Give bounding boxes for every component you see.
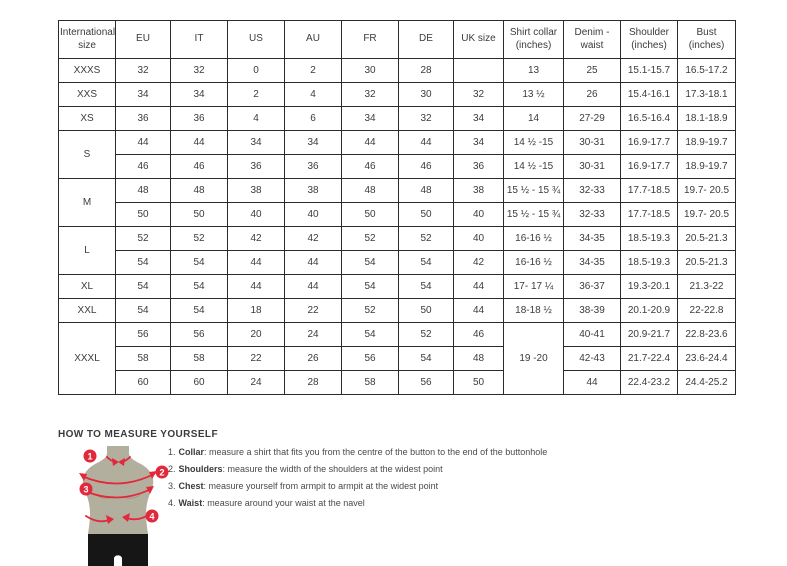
table-cell: 44 [454, 275, 504, 299]
column-header: FR [342, 21, 399, 59]
table-cell: 25 [564, 59, 621, 83]
step-number: 3. [168, 481, 176, 491]
measure-step [168, 498, 547, 508]
column-header: Shoulder (inches) [621, 21, 678, 59]
table-cell: 32 [399, 107, 454, 131]
table-cell: 56 [116, 323, 171, 347]
table-cell: 34 [454, 107, 504, 131]
mannequin-figure [78, 446, 174, 566]
table-cell: 30-31 [564, 155, 621, 179]
table-cell: 52 [399, 227, 454, 251]
table-cell: 32 [171, 59, 228, 83]
table-cell: 30 [342, 59, 399, 83]
table-cell: 38 [228, 179, 285, 203]
table-cell: 24.4-25.2 [678, 371, 736, 395]
table-row [59, 83, 736, 107]
table-cell: 46 [116, 155, 171, 179]
step-number: 1. [168, 447, 176, 457]
table-cell: 44 [228, 251, 285, 275]
table-cell: XL [59, 275, 116, 299]
table-row [59, 155, 736, 179]
table-cell [454, 59, 504, 83]
table-cell: 54 [171, 299, 228, 323]
table-header-row [59, 21, 736, 59]
svg-text:4: 4 [149, 511, 155, 522]
table-cell: 30 [399, 83, 454, 107]
table-cell: 32 [454, 83, 504, 107]
table-cell: 34 [116, 83, 171, 107]
measure-point-badge-3 [80, 483, 93, 496]
table-cell: 20.5-21.3 [678, 251, 736, 275]
table-cell: 32-33 [564, 179, 621, 203]
table-cell: 52 [342, 299, 399, 323]
table-cell: 54 [116, 251, 171, 275]
table-cell: 58 [116, 347, 171, 371]
table-cell: 34-35 [564, 227, 621, 251]
table-cell: 19 -20 [504, 323, 564, 395]
table-cell: 44 [342, 131, 399, 155]
measure-section-title: HOW TO MEASURE YOURSELF [58, 429, 218, 440]
table-cell: 54 [342, 275, 399, 299]
table-cell: 17.3-18.1 [678, 83, 736, 107]
table-cell: 58 [342, 371, 399, 395]
table-cell: 54 [342, 251, 399, 275]
table-cell: 19.3-20.1 [621, 275, 678, 299]
step-label: Collar [178, 447, 205, 457]
table-cell: 36 [285, 155, 342, 179]
table-cell: 38-39 [564, 299, 621, 323]
table-cell: 40 [285, 203, 342, 227]
table-cell: 26 [285, 347, 342, 371]
column-header: DE [399, 21, 454, 59]
table-cell: 16.9-17.7 [621, 131, 678, 155]
table-cell: 22.4-23.2 [621, 371, 678, 395]
table-cell: 44 [171, 131, 228, 155]
column-header: AU [285, 21, 342, 59]
table-row [59, 347, 736, 371]
table-cell: 18.9-19.7 [678, 131, 736, 155]
table-row [59, 131, 736, 155]
table-cell: 50 [399, 299, 454, 323]
mannequin-shorts [88, 534, 148, 566]
table-cell: 44 [285, 275, 342, 299]
size-chart-table [58, 20, 736, 395]
measure-point-badge-4 [146, 510, 159, 523]
step-description: : measure around your waist at the navel [202, 498, 365, 508]
table-cell: 36 [454, 155, 504, 179]
table-cell: L [59, 227, 116, 275]
table-row [59, 107, 736, 131]
table-cell: 44 [564, 371, 621, 395]
table-row [59, 251, 736, 275]
table-cell: 54 [399, 275, 454, 299]
table-cell: 36-37 [564, 275, 621, 299]
step-label: Shoulders [178, 464, 223, 474]
measure-step [168, 447, 547, 457]
table-cell: 42-43 [564, 347, 621, 371]
table-cell: 21.7-22.4 [621, 347, 678, 371]
table-cell: 26 [564, 83, 621, 107]
table-cell: 20 [228, 323, 285, 347]
table-row [59, 299, 736, 323]
table-cell: 46 [171, 155, 228, 179]
table-cell: XXS [59, 83, 116, 107]
column-header: US [228, 21, 285, 59]
table-cell: 42 [454, 251, 504, 275]
table-cell: 34-35 [564, 251, 621, 275]
table-cell: 54 [171, 275, 228, 299]
table-cell: 48 [116, 179, 171, 203]
table-cell: 19.7- 20.5 [678, 179, 736, 203]
table-cell: 28 [399, 59, 454, 83]
table-cell: 0 [228, 59, 285, 83]
table-cell: 18 [228, 299, 285, 323]
table-cell: 36 [116, 107, 171, 131]
table-cell: 36 [171, 107, 228, 131]
table-cell: 54 [116, 299, 171, 323]
table-cell: 22 [285, 299, 342, 323]
table-cell: 40 [228, 203, 285, 227]
step-label: Waist [178, 498, 203, 508]
measure-step [168, 481, 547, 491]
table-cell: 44 [228, 275, 285, 299]
table-cell: 18.5-19.3 [621, 251, 678, 275]
table-cell: 54 [171, 251, 228, 275]
table-cell: 44 [454, 299, 504, 323]
table-cell: 54 [116, 275, 171, 299]
step-label: Chest [178, 481, 204, 491]
svg-text:1: 1 [87, 451, 93, 462]
table-cell: 42 [228, 227, 285, 251]
table-cell: 48 [399, 179, 454, 203]
table-cell: 19.7- 20.5 [678, 203, 736, 227]
table-cell: 15.1-15.7 [621, 59, 678, 83]
table-cell: 34 [454, 131, 504, 155]
table-cell: 4 [285, 83, 342, 107]
table-cell: M [59, 179, 116, 227]
table-cell: 32 [342, 83, 399, 107]
table-cell: 58 [171, 347, 228, 371]
table-cell: 14 [504, 107, 564, 131]
table-cell: 16-16 ½ [504, 251, 564, 275]
table-cell: 34 [171, 83, 228, 107]
table-cell: 17.7-18.5 [621, 203, 678, 227]
table-cell: 22-22.8 [678, 299, 736, 323]
table-cell: 14 ½ -15 [504, 155, 564, 179]
table-row [59, 275, 736, 299]
table-cell: 46 [454, 323, 504, 347]
table-cell: 44 [285, 251, 342, 275]
column-header: Bust (inches) [678, 21, 736, 59]
step-description: : measure yourself from armpit to armpit at the widest point [203, 481, 439, 491]
table-cell: 50 [399, 203, 454, 227]
table-cell: 2 [285, 59, 342, 83]
table-cell: 13 [504, 59, 564, 83]
table-row [59, 179, 736, 203]
table-cell: 46 [342, 155, 399, 179]
measure-steps-list [168, 447, 547, 515]
table-cell: 16.5-17.2 [678, 59, 736, 83]
table-cell: 24 [285, 323, 342, 347]
table-cell: 46 [399, 155, 454, 179]
table-cell: 16-16 ½ [504, 227, 564, 251]
svg-text:2: 2 [159, 467, 165, 478]
table-cell: 28 [285, 371, 342, 395]
table-cell: 22 [228, 347, 285, 371]
table-cell: XXXL [59, 323, 116, 395]
table-cell: 32-33 [564, 203, 621, 227]
column-header: EU [116, 21, 171, 59]
table-cell: 16.9-17.7 [621, 155, 678, 179]
table-row [59, 323, 736, 347]
table-cell: 50 [454, 371, 504, 395]
step-number: 2. [168, 464, 176, 474]
table-cell: XS [59, 107, 116, 131]
column-header: Shirt collar (inches) [504, 21, 564, 59]
table-cell: 56 [171, 323, 228, 347]
table-cell: 34 [285, 131, 342, 155]
table-cell: 52 [116, 227, 171, 251]
table-cell: 22.8-23.6 [678, 323, 736, 347]
table-cell: 54 [399, 347, 454, 371]
table-cell: 38 [454, 179, 504, 203]
table-cell: 54 [399, 251, 454, 275]
table-cell: 4 [228, 107, 285, 131]
step-description: : measure a shirt that fits you from the centre of the button to the end of the buttonhole [204, 447, 548, 457]
table-cell: 27-29 [564, 107, 621, 131]
table-cell: 17- 17 ¼ [504, 275, 564, 299]
table-cell: 52 [342, 227, 399, 251]
table-row [59, 59, 736, 83]
table-cell: 30-31 [564, 131, 621, 155]
table-cell: 54 [342, 323, 399, 347]
table-cell: 2 [228, 83, 285, 107]
table-row [59, 227, 736, 251]
table-cell: 17.7-18.5 [621, 179, 678, 203]
measure-point-badge-2 [156, 466, 169, 479]
table-cell: S [59, 131, 116, 179]
table-cell: 6 [285, 107, 342, 131]
table-cell: 44 [399, 131, 454, 155]
table-cell: XXL [59, 299, 116, 323]
table-cell: 50 [171, 203, 228, 227]
table-cell: 60 [116, 371, 171, 395]
table-cell: 52 [399, 323, 454, 347]
table-cell: 60 [171, 371, 228, 395]
column-header: IT [171, 21, 228, 59]
table-header-row [59, 21, 736, 59]
table-cell: 42 [285, 227, 342, 251]
table-cell: 48 [454, 347, 504, 371]
table-cell: 36 [228, 155, 285, 179]
table-cell: 18.5-19.3 [621, 227, 678, 251]
table-cell: 56 [399, 371, 454, 395]
table-cell: 15 ½ - 15 ¾ [504, 179, 564, 203]
table-cell: 16.5-16.4 [621, 107, 678, 131]
column-header: International size [59, 21, 116, 59]
table-cell: 23.6-24.4 [678, 347, 736, 371]
table-cell: 20.5-21.3 [678, 227, 736, 251]
table-cell: 48 [342, 179, 399, 203]
table-cell: XXXS [59, 59, 116, 83]
table-row [59, 203, 736, 227]
table-cell: 15.4-16.1 [621, 83, 678, 107]
table-cell: 34 [342, 107, 399, 131]
table-cell: 21.3-22 [678, 275, 736, 299]
table-cell: 50 [116, 203, 171, 227]
step-number: 4. [168, 498, 176, 508]
table-cell: 38 [285, 179, 342, 203]
table-cell: 34 [228, 131, 285, 155]
table-cell: 40 [454, 227, 504, 251]
table-cell: 15 ½ - 15 ¾ [504, 203, 564, 227]
column-header: UK size [454, 21, 504, 59]
table-cell: 40-41 [564, 323, 621, 347]
table-row [59, 371, 736, 395]
table-cell: 56 [342, 347, 399, 371]
table-cell: 18-18 ½ [504, 299, 564, 323]
column-header: Denim - waist [564, 21, 621, 59]
table-cell: 14 ½ -15 [504, 131, 564, 155]
table-cell: 20.1-20.9 [621, 299, 678, 323]
table-cell: 48 [171, 179, 228, 203]
table-cell: 20.9-21.7 [621, 323, 678, 347]
table-cell: 44 [116, 131, 171, 155]
step-description: : measure the width of the shoulders at the widest point [222, 464, 443, 474]
table-cell: 18.9-19.7 [678, 155, 736, 179]
table-cell: 24 [228, 371, 285, 395]
measure-step [168, 464, 547, 474]
measure-point-badge-1 [84, 450, 97, 463]
table-cell: 50 [342, 203, 399, 227]
table-cell: 13 ½ [504, 83, 564, 107]
svg-text:3: 3 [83, 484, 89, 495]
table-cell: 52 [171, 227, 228, 251]
table-body [59, 59, 736, 395]
table-cell: 32 [116, 59, 171, 83]
table-cell: 18.1-18.9 [678, 107, 736, 131]
table-cell: 40 [454, 203, 504, 227]
